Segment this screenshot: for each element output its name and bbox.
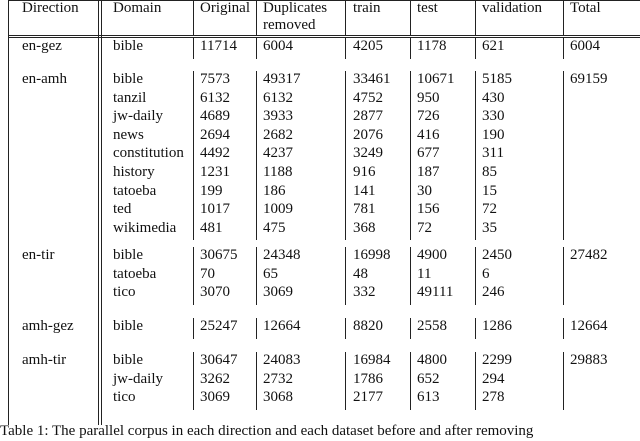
cell-total: 12664 bbox=[570, 318, 608, 334]
column-rule bbox=[563, 352, 564, 410]
cell-original: 199 bbox=[200, 182, 223, 199]
row-rule bbox=[8, 37, 640, 38]
cell-domain: constitution bbox=[113, 145, 184, 162]
cell-domain: jw-daily bbox=[113, 370, 163, 387]
cell-total: 6004 bbox=[570, 38, 600, 54]
column-rule bbox=[410, 0, 411, 35]
cell-validation: 6 bbox=[482, 265, 490, 282]
cell-test: 416 bbox=[417, 126, 440, 143]
column-rule bbox=[563, 71, 564, 240]
cell-test: 2558 bbox=[417, 318, 447, 334]
table-caption: Table 1: The parallel corpus in each direction and each dataset before and after removing bbox=[0, 423, 534, 439]
column-rule bbox=[345, 0, 346, 35]
cell-dedup: 24348 bbox=[263, 247, 301, 263]
cell-train: 2877 bbox=[353, 108, 383, 125]
column-rule bbox=[475, 247, 476, 305]
cell-dedup: 1188 bbox=[263, 164, 293, 180]
cell-dedup: 6004 bbox=[263, 38, 293, 54]
column-rule bbox=[256, 318, 257, 339]
cell-test: 10671 bbox=[417, 71, 455, 87]
column-rule bbox=[563, 0, 564, 35]
column-rule bbox=[410, 318, 411, 339]
cell-domain: bible bbox=[113, 352, 143, 368]
cell-original: 3070 bbox=[200, 284, 230, 301]
cell-original: 3069 bbox=[200, 389, 230, 406]
cell-test: 30 bbox=[417, 182, 432, 199]
cell-train: 33461 bbox=[353, 71, 391, 87]
cell-domain: tico bbox=[113, 284, 136, 301]
column-rule bbox=[193, 318, 194, 339]
cell-train: 2177 bbox=[353, 389, 383, 406]
cell-train: 4205 bbox=[353, 38, 383, 54]
cell-test: 677 bbox=[417, 145, 440, 162]
header-total: Total bbox=[570, 0, 601, 16]
cell-dedup: 6132 bbox=[263, 89, 293, 106]
column-rule bbox=[475, 71, 476, 240]
header-validation: validation bbox=[482, 0, 542, 16]
header-duplicates: Duplicates bbox=[263, 0, 328, 16]
cell-validation: 190 bbox=[482, 126, 505, 143]
cell-train: 16998 bbox=[353, 247, 391, 263]
cell-domain: wikimedia bbox=[113, 219, 177, 236]
header-removed: removed bbox=[263, 17, 316, 33]
cell-dedup: 3933 bbox=[263, 108, 293, 125]
cell-test: 4800 bbox=[417, 352, 447, 368]
cell-test: 49111 bbox=[417, 284, 454, 301]
cell-total: 29883 bbox=[570, 352, 608, 368]
column-rule bbox=[475, 352, 476, 410]
column-rule bbox=[345, 352, 346, 410]
cell-train: 2076 bbox=[353, 126, 383, 143]
column-rule bbox=[410, 38, 411, 59]
cell-validation: 330 bbox=[482, 108, 505, 125]
cell-domain: bible bbox=[113, 71, 143, 87]
cell-train: 141 bbox=[353, 182, 376, 199]
cell-validation: 35 bbox=[482, 219, 497, 236]
cell-test: 613 bbox=[417, 389, 440, 406]
column-rule bbox=[410, 352, 411, 410]
cell-validation: 72 bbox=[482, 201, 497, 218]
header-train: train bbox=[353, 0, 381, 16]
cell-domain: bible bbox=[113, 38, 143, 54]
cell-domain: bible bbox=[113, 318, 143, 334]
double-rule bbox=[101, 0, 102, 425]
header-original: Original bbox=[200, 0, 250, 16]
cell-dedup: 65 bbox=[263, 265, 278, 282]
cell-total: 69159 bbox=[570, 71, 608, 87]
cell-domain: bible bbox=[113, 247, 143, 263]
cell-domain: ted bbox=[113, 201, 132, 218]
cell-original: 6132 bbox=[200, 89, 230, 106]
column-rule bbox=[410, 71, 411, 240]
cell-validation: 2299 bbox=[482, 352, 512, 368]
column-rule bbox=[256, 38, 257, 59]
cell-train: 48 bbox=[353, 265, 368, 282]
cell-validation: 1286 bbox=[482, 318, 512, 334]
cell-original: 11714 bbox=[200, 38, 237, 54]
direction-label: en-gez bbox=[22, 38, 62, 54]
cell-train: 4752 bbox=[353, 89, 383, 106]
cell-train: 16984 bbox=[353, 352, 391, 368]
cell-domain: history bbox=[113, 164, 155, 180]
cell-train: 781 bbox=[353, 201, 376, 218]
column-rule bbox=[193, 0, 194, 35]
cell-train: 332 bbox=[353, 284, 376, 301]
column-rule bbox=[345, 318, 346, 339]
table-left-border bbox=[8, 0, 9, 425]
direction-label: amh-gez bbox=[22, 318, 74, 334]
cell-test: 1178 bbox=[417, 38, 447, 54]
cell-domain: tatoeba bbox=[113, 182, 157, 199]
cell-dedup: 3069 bbox=[263, 284, 293, 301]
header-domain: Domain bbox=[113, 0, 162, 16]
double-rule bbox=[98, 0, 99, 425]
column-rule bbox=[256, 352, 257, 410]
cell-domain: tico bbox=[113, 389, 136, 406]
cell-original: 25247 bbox=[200, 318, 238, 334]
cell-dedup: 2682 bbox=[263, 126, 293, 143]
cell-train: 1786 bbox=[353, 370, 383, 387]
cell-dedup: 24083 bbox=[263, 352, 301, 368]
cell-test: 726 bbox=[417, 108, 440, 125]
column-rule bbox=[475, 318, 476, 339]
cell-dedup: 4237 bbox=[263, 145, 293, 162]
direction-label: amh-tir bbox=[22, 352, 67, 368]
column-rule bbox=[345, 247, 346, 305]
cell-validation: 2450 bbox=[482, 247, 512, 263]
cell-total: 27482 bbox=[570, 247, 608, 263]
column-rule bbox=[563, 247, 564, 305]
cell-original: 1231 bbox=[200, 164, 230, 180]
cell-validation: 5185 bbox=[482, 71, 512, 87]
column-rule bbox=[475, 0, 476, 35]
column-rule bbox=[193, 71, 194, 240]
cell-domain: jw-daily bbox=[113, 108, 163, 125]
column-rule bbox=[256, 71, 257, 240]
direction-label: en-tir bbox=[22, 247, 55, 263]
cell-original: 7573 bbox=[200, 71, 230, 87]
cell-train: 3249 bbox=[353, 145, 383, 162]
cell-validation: 621 bbox=[482, 38, 505, 54]
row-rule bbox=[8, 35, 640, 36]
cell-dedup: 49317 bbox=[263, 71, 301, 87]
cell-test: 72 bbox=[417, 219, 432, 236]
cell-validation: 15 bbox=[482, 182, 497, 199]
cell-original: 4492 bbox=[200, 145, 230, 162]
column-rule bbox=[563, 318, 564, 339]
cell-dedup: 12664 bbox=[263, 318, 301, 334]
cell-domain: tanzil bbox=[113, 89, 147, 106]
column-rule bbox=[345, 71, 346, 240]
column-rule bbox=[256, 247, 257, 305]
cell-validation: 246 bbox=[482, 284, 505, 301]
cell-validation: 311 bbox=[482, 145, 504, 162]
header-test: test bbox=[417, 0, 438, 16]
cell-test: 950 bbox=[417, 89, 440, 106]
column-rule bbox=[193, 247, 194, 305]
cell-train: 8820 bbox=[353, 318, 383, 334]
cell-train: 916 bbox=[353, 164, 376, 180]
cell-train: 368 bbox=[353, 219, 376, 236]
cell-domain: news bbox=[113, 126, 144, 143]
cell-test: 156 bbox=[417, 201, 440, 218]
cell-validation: 85 bbox=[482, 164, 497, 180]
cell-original: 30647 bbox=[200, 352, 238, 368]
cell-validation: 278 bbox=[482, 389, 505, 406]
direction-label: en-amh bbox=[22, 71, 67, 87]
column-rule bbox=[193, 352, 194, 410]
column-rule bbox=[410, 247, 411, 305]
cell-original: 2694 bbox=[200, 126, 230, 143]
cell-dedup: 3068 bbox=[263, 389, 293, 406]
column-rule bbox=[256, 0, 257, 35]
cell-original: 481 bbox=[200, 219, 223, 236]
cell-original: 30675 bbox=[200, 247, 238, 263]
cell-domain: tatoeba bbox=[113, 265, 157, 282]
column-rule bbox=[345, 38, 346, 59]
cell-dedup: 1009 bbox=[263, 201, 293, 218]
cell-dedup: 2732 bbox=[263, 370, 293, 387]
cell-original: 70 bbox=[200, 265, 215, 282]
column-rule bbox=[563, 38, 564, 59]
column-rule bbox=[475, 38, 476, 59]
cell-test: 4900 bbox=[417, 247, 447, 263]
cell-dedup: 475 bbox=[263, 219, 286, 236]
cell-dedup: 186 bbox=[263, 182, 286, 199]
cell-original: 1017 bbox=[200, 201, 230, 218]
column-rule bbox=[193, 38, 194, 59]
cell-validation: 294 bbox=[482, 370, 505, 387]
cell-original: 4689 bbox=[200, 108, 230, 125]
cell-test: 187 bbox=[417, 164, 440, 180]
cell-validation: 430 bbox=[482, 89, 505, 106]
cell-test: 11 bbox=[417, 265, 432, 282]
header-direction: Direction bbox=[22, 0, 79, 16]
cell-original: 3262 bbox=[200, 370, 230, 387]
cell-test: 652 bbox=[417, 370, 440, 387]
